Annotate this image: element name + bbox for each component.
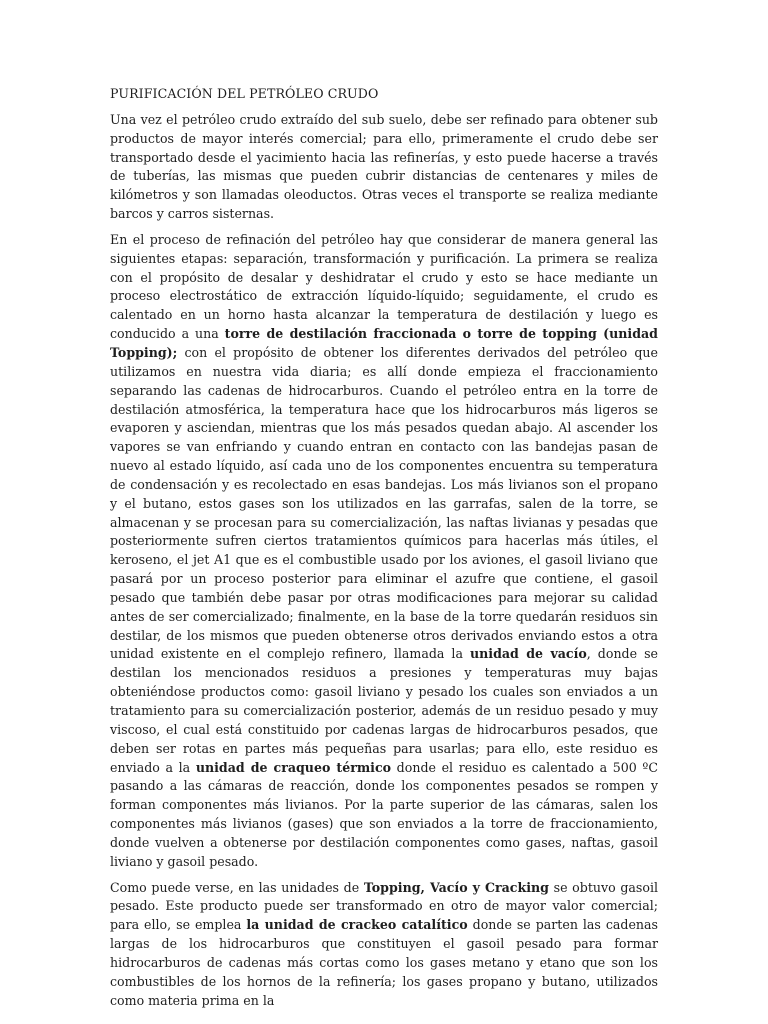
bold-term-vacio: unidad de vacío	[469, 646, 587, 662]
paragraph-3	[110, 879, 658, 1011]
paragraph-text: En el proceso de refinación del petróleo hay que considerar de manera general las siguientes etapas: separación, transformación y purificación. La primera se realiza con el propósito de desalar y deshidratar el crudo y esto se hace mediante un proceso electrostático de extracción líquido-líquido; seguidamente, el crudo es calentado en un horno hasta alcanzar la temperatura de destilación y luego es conducido a una	[110, 231, 658, 342]
paragraph-text: Una vez el petróleo crudo extraído del sub suelo, debe ser refinado para obtener sub productos de mayor interés comercial; para ello, primeramente el crudo debe ser transportado desde el yacimiento hacia las refinerías, y esto puede hacerse a través de tuberías, las mismas que pueden cubrir distancias de centenares y miles de kilómetros y son llamadas oleoductos. Otras veces el transporte se realiza mediante barcos y carros sisternas.	[110, 111, 658, 222]
document-body	[110, 85, 658, 1018]
paragraph-text: donde se parten las cadenas largas de los hidrocarburos que constituyen el gasoil pesado para formar hidrocarburos de cadenas más cortas como los gases metano y etano que son los combustibles de los hornos de la refinería; los gases propano y butano, utilizados como materia prima en la	[110, 917, 658, 1008]
paragraph-text: Como puede verse, en las unidades de	[110, 879, 364, 895]
bold-term-craqueo: unidad de craqueo térmico	[195, 759, 392, 775]
paragraph-text: , donde se destilan los mencionados residuos a presiones y temperaturas muy bajas obteniéndose productos como: gasoil liviano y pesado los cuales son enviados a un tratamiento para su comercialización posterior, además de un residuo pesado y muy viscoso, el cual está constituido por cadenas largas de hidrocarburos pesados, que deben ser rotas en partes más pequeñas para usarlas; para ello, este residuo es enviado a la	[110, 646, 658, 775]
bold-term-units: Topping, Vacío y Cracking	[363, 879, 549, 895]
paragraph-text: se obtuvo gasoil pesado. Este producto puede ser transformado en otro de mayor valor comercial; para ello, se emplea	[110, 879, 659, 933]
bold-term-topping: torre de destilación fraccionada o torre de topping (unidad Topping);	[110, 326, 658, 360]
paragraph-text: donde el residuo es calentado a 500 ºC pasando a las cámaras de reacción, donde los componentes pesados se rompen y forman componentes más livianos. Por la parte superior de las cámaras, salen los componentes más livianos (gases) que son enviados a la torre de fraccionamiento, donde vuelven a obtenerse por destilación componentes como gases, naftas, gasoil liviano y gasoil pesado.	[110, 759, 658, 869]
paragraph-2	[110, 231, 658, 872]
paragraph-1	[110, 111, 658, 224]
document-title: PURIFICACIÓN DEL PETRÓLEO CRUDO	[110, 86, 379, 101]
paragraph-text: con el propósito de obtener los diferentes derivados del petróleo que utilizamos en nuestra vida diaria; es allí donde empieza el fraccionamiento separando las cadenas de hidrocarburos. Cuando el petróleo entra en la torre de destilación atmosférica, la temperatura hace que los hidrocarburos más ligeros se evaporen y asciendan, mientras que los más pesados quedan abajo. Al ascender los vapores se van enfriando y cuando entran en contacto con las bandejas pasan de nuevo al estado líquido, así cada uno de los componentes encuentra su temperatura de condensación y es recolectado en esas bandejas. Los más livianos son el propano y el butano, estos gases son los utilizados en las garrafas, salen de la torre, se almacenan y se procesan para su comercialización, las naftas livianas y pesadas que posteriormente sufren ciertos tratamientos químicos para hacerlas más útiles, el keroseno, el jet A1 que es el combustible usado por los aviones, el gasoil liviano que pasará por un proceso posterior para eliminar el azufre que contiene, el gasoil pesado que también debe pasar por otras modificaciones para mejorar su calidad antes de ser comercializado; finalmente, en la base de la torre quedarán residuos sin destilar, de los mismos que pueden obtenerse otros derivados enviando estos a otra unidad existente en el complejo refinero, llamada la	[110, 344, 658, 662]
bold-term-catalitico: la unidad de crackeo catalítico	[246, 917, 468, 933]
